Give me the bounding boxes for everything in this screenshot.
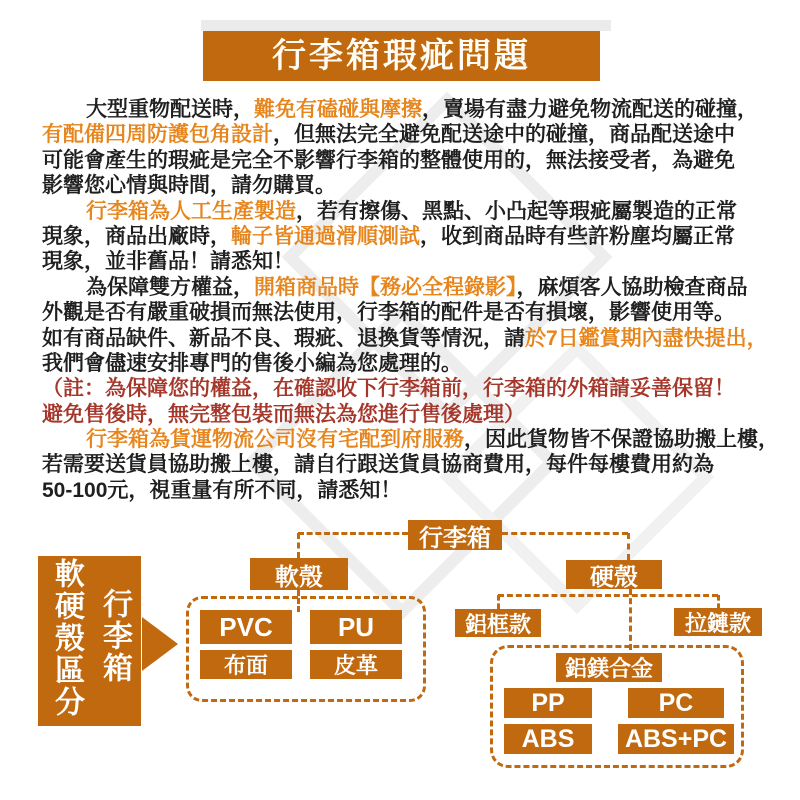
- body-line: [42, 275, 782, 300]
- text-segment: 影響您心情與時間，請勿購買。: [42, 174, 336, 198]
- text-segment: 開箱商品時【務必全程錄影】: [254, 275, 517, 299]
- text-segment: 我們會儘速安排專門的售後小編為您處理的。: [42, 351, 462, 375]
- zipper-style-box: 拉鏈款: [674, 608, 762, 636]
- frame-style-box: 鋁框款: [455, 609, 541, 637]
- text-segment: 行李箱為貨運物流公司沒有宅配到府服務: [86, 428, 464, 452]
- body-line: [42, 300, 782, 325]
- side-label-col-left: 軟硬殼區分: [50, 558, 83, 718]
- text-segment: ，麻煩客人協助檢查商品: [516, 275, 748, 299]
- body-line: [42, 402, 782, 427]
- soft-shell-box: 軟殼: [250, 558, 348, 590]
- material-box-fabric: 布面: [200, 650, 292, 679]
- body-text: [42, 97, 782, 503]
- body-line: [42, 122, 782, 147]
- material-box-pvc: PVC: [200, 610, 292, 644]
- body-line: [42, 249, 782, 274]
- text-segment: 50-100元，視重量有所不同，請悉知！: [42, 478, 402, 502]
- text-segment: ，因此貨物皆不保證協助搬上樓，: [464, 428, 779, 452]
- body-line: [42, 478, 782, 503]
- text-segment: 現象，並非舊品！請悉知！: [42, 250, 294, 274]
- hard-shell-box: 硬殼: [566, 560, 662, 589]
- text-segment: 現象，商品出廠時，: [42, 224, 231, 248]
- material-box-pc: PC: [628, 688, 724, 718]
- body-line: [42, 452, 782, 477]
- connector-line: [297, 533, 300, 558]
- body-line: [42, 427, 782, 452]
- text-segment: 為保障雙方權益，: [86, 275, 254, 299]
- body-line: [42, 326, 782, 351]
- diagram-root-box: 行李箱: [408, 520, 502, 550]
- material-box-abspc: ABS+PC: [618, 724, 734, 754]
- text-segment: 如有商品缺件、新品不良、瑕疵、退換貨等情況，請: [42, 326, 525, 350]
- text-segment: 於7日鑑賞期內盡快提出，: [525, 326, 768, 350]
- body-line: [42, 376, 782, 401]
- body-line: [42, 199, 782, 224]
- text-segment: ，若有擦傷、黑點、小凸起等瑕疵屬製造的正常: [296, 199, 737, 223]
- text-segment: 難免有磕碰與摩擦: [254, 98, 422, 121]
- body-line: [42, 173, 782, 198]
- header-divider: [201, 20, 611, 31]
- arrow-right-icon: [142, 617, 178, 671]
- text-segment: 可能會產生的瑕疵是完全不影響行李箱的整體使用的，無法接受者，為避免: [42, 148, 735, 172]
- body-line: [42, 148, 782, 173]
- text-segment: 大型重物配送時，: [86, 98, 254, 121]
- connector-line: [502, 532, 628, 535]
- connector-line: [498, 594, 718, 597]
- text-segment: 外觀是否有嚴重破損而無法使用，行李箱的配件是否有損壞，影響使用等。: [42, 301, 735, 325]
- side-label-col-right: 行李箱: [98, 588, 131, 684]
- material-box-pu: PU: [310, 610, 402, 644]
- body-line: [42, 224, 782, 249]
- body-line: [42, 351, 782, 376]
- text-segment: 避免售後時，無完整包裝而無法為您進行售後處理）: [42, 402, 525, 426]
- text-segment: 有配備四周防護包角設計: [42, 123, 273, 147]
- text-segment: 若需要送貨員協助搬上樓，請自行跟送貨員協商費用，每件每樓費用約為: [42, 453, 714, 477]
- alloy-box: 鋁鎂合金: [556, 653, 662, 682]
- connector-line: [629, 589, 632, 650]
- material-box-pp: PP: [504, 688, 592, 718]
- text-segment: （註：為保障您的權益，在確認收下行李箱前，行李箱的外箱請妥善保留！: [42, 377, 735, 401]
- text-segment: 輪子皆通過滑順測試: [231, 224, 420, 248]
- text-segment: 行李箱為人工生產製造: [86, 199, 296, 223]
- text-segment: ，收到商品時有些許粉塵均屬正常: [420, 224, 735, 248]
- connector-line: [627, 533, 630, 560]
- material-box-leather: 皮革: [310, 650, 402, 679]
- body-line: [42, 97, 782, 122]
- material-box-abs: ABS: [504, 724, 592, 754]
- text-segment: ，但無法完全避免配送途中的碰撞，商品配送途中: [273, 123, 735, 147]
- connector-line: [298, 532, 408, 535]
- text-segment: ，賣場有盡力避免物流配送的碰撞，: [422, 98, 758, 121]
- page-title: 行李箱瑕疵問題: [203, 31, 600, 81]
